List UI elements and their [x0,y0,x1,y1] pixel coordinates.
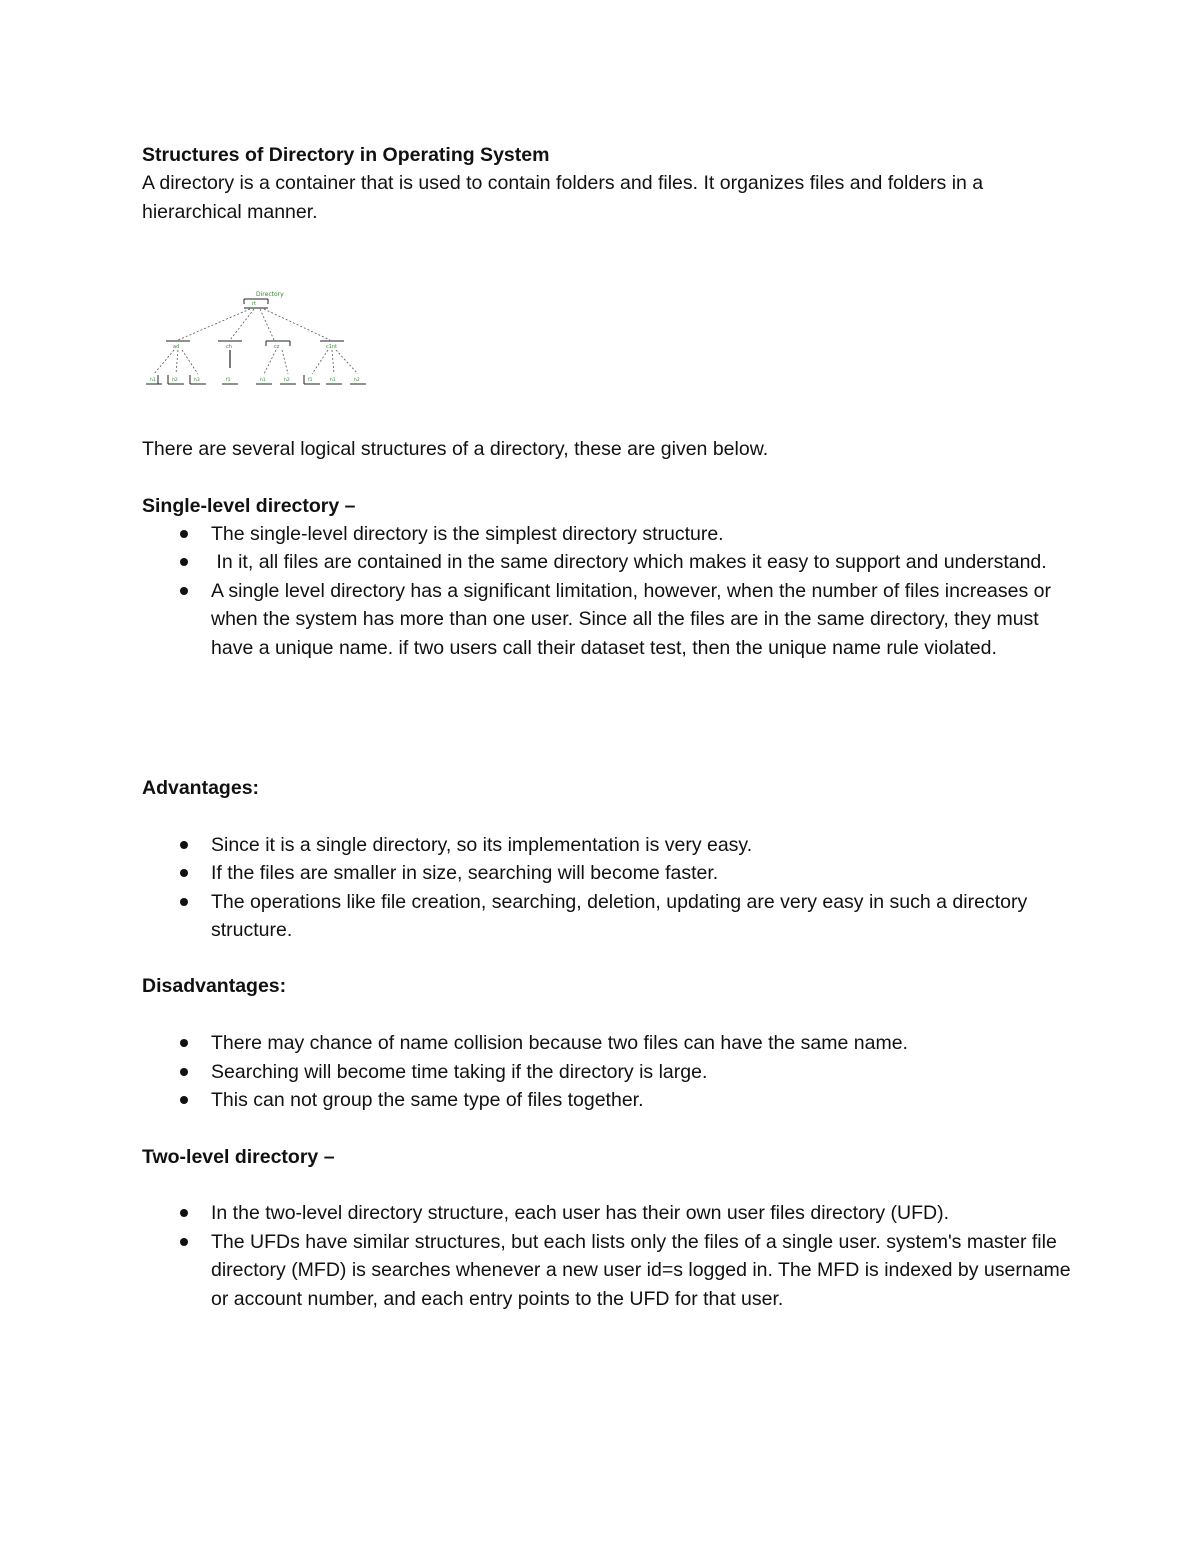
tree-root-node: rt [252,301,257,308]
directory-tree-figure [144,288,384,398]
directory-tree-diagram [144,288,384,398]
bullet-icon [180,1039,188,1047]
bullet-icon [180,587,188,595]
list-item [211,888,1072,945]
advantages-heading: Advantages: [142,777,260,800]
tree-edge-4 [264,309,330,340]
list-item [211,548,1072,576]
bullet-icon [180,841,188,849]
list-item [211,1058,1072,1086]
intro-paragraph: A directory is a container that is used to contain folders and files. It organizes files and folders in a hierarchical manner. [142,172,984,223]
list-item-text: A single level directory has a significant limitation, however, when the number of files increases or when the system has more than one user. Since all the files are in the same directory, they must have a unique name. if two users call their dataset test, then the unique name rule violated. [211,579,1052,659]
list-item-text: Searching will become time taking if the directory is large. [211,1060,708,1083]
tree-file-label-4: f1 [226,378,231,384]
spacer [142,1115,1072,1143]
bullet-icon [180,1068,188,1076]
list-item [211,1199,1072,1227]
tree-l1-label-4: c1nt [326,344,338,351]
page-title: Structures of Directory in Operating System [142,144,550,166]
tree-file-label-6: h2 [284,378,290,384]
tree-file-label-5: h1 [260,378,266,384]
list-item-text: The operations like file creation, searching, deletion, updating are very easy in such a directory structure. [211,890,1028,942]
list-item [211,1086,1072,1114]
tree-l1-label-3: cz [274,344,280,351]
list-item [211,831,1072,859]
tree-edge-2 [230,309,254,340]
tree-l1-label-1: ad [173,344,180,351]
tree-file-label-8: h1 [330,378,336,384]
list-item-text: There may chance of name collision because two files can have the same name. [211,1032,908,1055]
list-item-text: If the files are smaller in size, searching will become faster. [211,862,719,885]
list-item-text: In it, all files are contained in the same directory which makes it easy to support and understand. [211,551,1047,574]
list-item-text: This can not group the same type of files together. [211,1089,644,1112]
list-item [211,1228,1072,1313]
list-item-text: Since it is a single directory, so its implementation is very easy. [211,833,753,856]
bullet-icon [180,530,188,538]
disadvantages-list [142,1029,1072,1114]
advantages-list [142,831,1072,945]
tree-edge-11 [312,350,328,374]
tree-file-label-7: f1 [308,378,313,384]
spacer [142,1001,1072,1029]
bullet-icon [180,898,188,906]
document-page [142,141,1072,1313]
two-level-heading: Two-level directory – [142,1145,335,1168]
tree-file-label-3: h3 [194,378,200,384]
spacer [142,662,1072,774]
bullet-icon [180,1096,188,1104]
list-item [211,859,1072,887]
bullet-icon [180,1209,188,1217]
tree-edge-3 [260,309,274,340]
tree-edge-6 [176,350,178,374]
spacer [142,398,1072,435]
logical-structures-intro: There are several logical structures of a directory, these are given below. [142,438,769,461]
spacer [142,1171,1072,1199]
tree-file-label-1: h1 [150,378,156,384]
tree-file-label-2: h2 [172,378,178,384]
tree-root-label: Directory [256,291,284,299]
spacer [142,802,1072,830]
list-item-text: The single-level directory is the simplest directory structure. [211,523,724,546]
list-item-text: In the two-level directory structure, each user has their own user files directory (UFD). [211,1202,950,1225]
two-level-list [142,1199,1072,1313]
spacer [142,944,1072,972]
spacer [142,464,1072,492]
bullet-icon [180,1238,188,1246]
tree-edge-5 [154,350,174,374]
tree-file-label-9: h2 [354,378,360,384]
disadvantages-heading: Disadvantages: [142,975,287,998]
tree-edge-7 [182,350,198,374]
single-level-list [142,520,1072,662]
tree-edge-10 [282,350,288,374]
list-item [211,1029,1072,1057]
bullet-icon [180,558,188,566]
list-item [211,520,1072,548]
tree-l1-label-2: ch [226,344,232,351]
tree-edge-9 [264,350,276,374]
tree-edge-12 [332,350,334,374]
bullet-icon [180,869,188,877]
list-item-text: The UFDs have similar structures, but each lists only the files of a single user. system's master file directory (MFD) is searches whenever a new user id=s logged in. The MFD is indexed by username or account number, and each entry points to the UFD for that user. [211,1230,1071,1310]
tree-edge-1 [178,309,250,340]
tree-edge-13 [336,350,358,374]
list-item [211,577,1072,662]
single-level-heading: Single-level directory – [142,494,356,517]
